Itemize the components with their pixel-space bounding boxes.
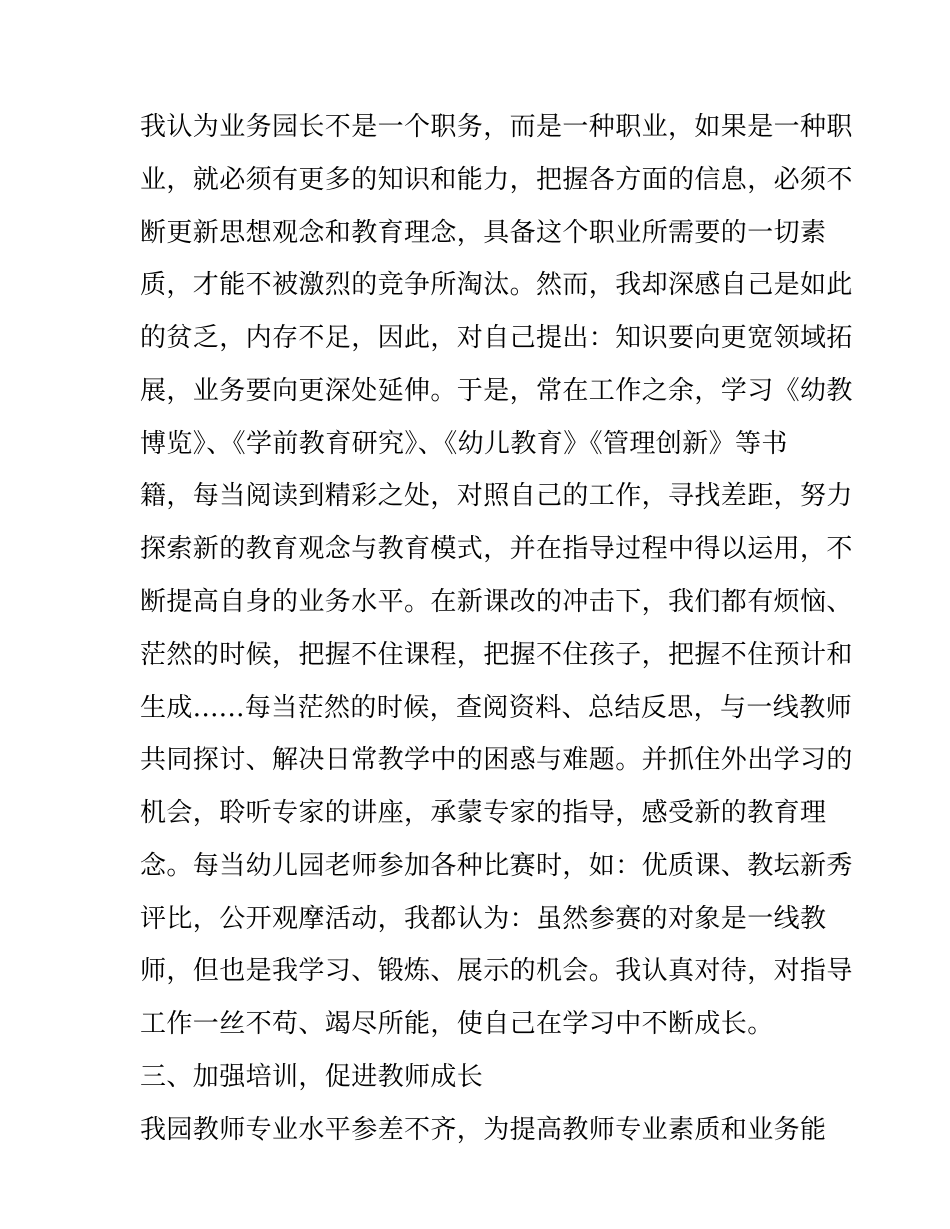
text-line: 断更新思想观念和教育理念，具备这个职业所需要的一切素	[140, 218, 827, 248]
text-line: 籍，每当阅读到精彩之处，对照自己的工作，寻找差距，努力	[140, 481, 853, 511]
text-line: 机会，聆听专家的讲座，承蒙专家的指导，感受新的教育理	[140, 798, 827, 828]
text-line: 博览》、《学前教育研究》、《幼儿教育》《管理创新》等书	[140, 429, 788, 459]
text-line: 断提高自身的业务水平。在新课改的冲击下，我们都有烦恼、	[140, 587, 853, 617]
text-line: 师，但也是我学习、锻炼、展示的机会。我认真对待，对指导	[140, 956, 853, 986]
text-line: 生成......每当茫然的时候，查阅资料、总结反思，与一线教师	[140, 693, 852, 723]
text-line: 茫然的时候，把握不住课程，把握不住孩子，把握不住预计和	[140, 640, 853, 670]
text-line: 的贫乏，内存不足，因此，对自己提出：知识要向更宽领域拓	[140, 323, 853, 353]
text-line: 质，才能不被激烈的竞争所淘汰。然而，我却深感自己是如此	[140, 270, 853, 300]
text-line: 共同探讨、解决日常教学中的困惑与难题。并抓住外出学习的	[140, 745, 853, 775]
text-line: 探索新的教育观念与教育模式，并在指导过程中得以运用，不	[140, 534, 853, 564]
text-line: 我认为业务园长不是一个职务，而是一种职业，如果是一种职	[140, 112, 853, 142]
text-line: 工作一丝不苟、竭尽所能，使自己在学习中不断成长。	[140, 1009, 774, 1039]
text-line: 展，业务要向更深处延伸。于是，常在工作之余，学习《幼教	[140, 376, 853, 406]
text-line: 评比，公开观摩活动，我都认为：虽然参赛的对象是一线教	[140, 904, 827, 934]
text-line: 念。每当幼儿园老师参加各种比赛时，如：优质课、教坛新秀	[140, 851, 853, 881]
text-line: 我园教师专业水平参差不齐，为提高教师专业素质和业务能	[140, 1115, 827, 1145]
text-line: 业，就必须有更多的知识和能力，把握各方面的信息，必须不	[140, 165, 853, 195]
section-heading: 三、加强培训，促进教师成长	[140, 1062, 484, 1092]
